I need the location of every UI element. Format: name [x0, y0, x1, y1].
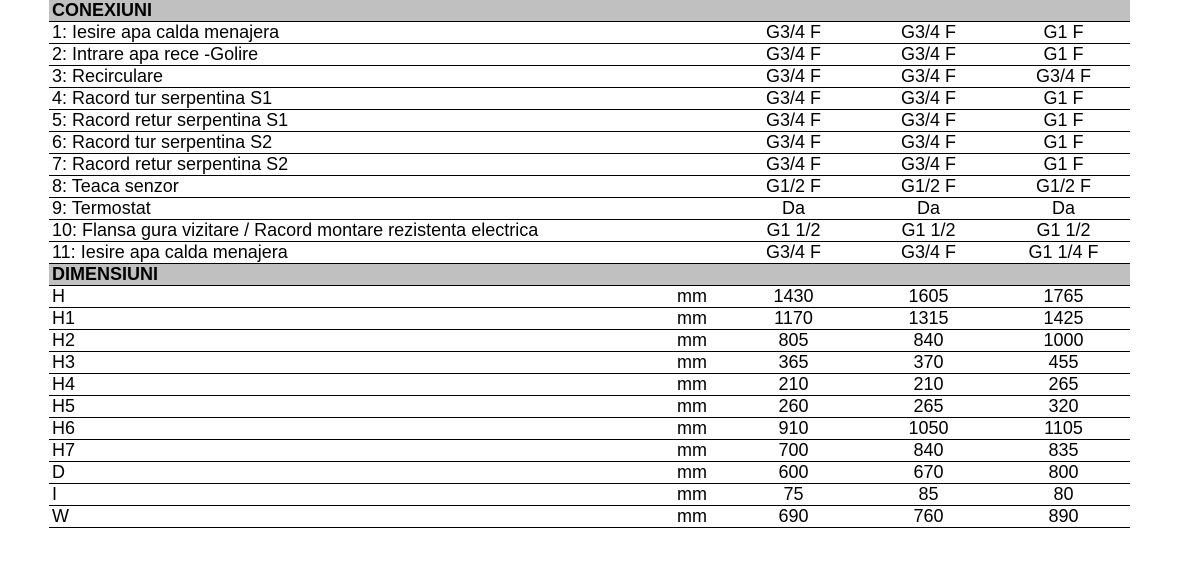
- dimension-value-model-3: 1765: [997, 286, 1130, 308]
- spec-table: [49, 0, 1130, 528]
- dimension-value-model-2: 85: [860, 484, 997, 506]
- connection-value-model-1: G3/4 F: [727, 110, 860, 132]
- connections-row: [49, 132, 1130, 154]
- connection-value-model-1: G3/4 F: [727, 88, 860, 110]
- dimension-unit: mm: [657, 484, 727, 506]
- dimension-label: H7: [49, 440, 657, 462]
- connections-row: [49, 44, 1130, 66]
- dimension-value-model-3: 265: [997, 374, 1130, 396]
- dimension-value-model-3: 890: [997, 506, 1130, 528]
- connections-row: [49, 22, 1130, 44]
- connection-value-model-3: G1/2 F: [997, 176, 1130, 198]
- dimension-value-model-2: 1605: [860, 286, 997, 308]
- connection-value-model-3: G1 F: [997, 154, 1130, 176]
- dimension-value-model-2: 670: [860, 462, 997, 484]
- connection-value-model-3: Da: [997, 198, 1130, 220]
- dimension-value-model-2: 370: [860, 352, 997, 374]
- dimensions-row: [49, 418, 1130, 440]
- dimension-value-model-1: 805: [727, 330, 860, 352]
- connection-value-model-1: G1/2 F: [727, 176, 860, 198]
- dimensions-row: [49, 352, 1130, 374]
- dimension-unit: mm: [657, 330, 727, 352]
- connection-value-model-1: G3/4 F: [727, 44, 860, 66]
- dimension-unit: mm: [657, 352, 727, 374]
- dimension-unit: mm: [657, 374, 727, 396]
- connection-value-model-2: G3/4 F: [860, 22, 997, 44]
- connection-value-model-1: Da: [727, 198, 860, 220]
- connection-value-model-2: G3/4 F: [860, 132, 997, 154]
- connections-row: [49, 198, 1130, 220]
- dimension-unit: mm: [657, 462, 727, 484]
- dimension-value-model-1: 365: [727, 352, 860, 374]
- dimensions-row: [49, 396, 1130, 418]
- dimensions-row: [49, 308, 1130, 330]
- dimensions-row: [49, 484, 1130, 506]
- connection-label: 9: Termostat: [49, 198, 727, 220]
- connection-label: 4: Racord tur serpentina S1: [49, 88, 727, 110]
- connection-value-model-2: G1/2 F: [860, 176, 997, 198]
- connection-label: 3: Recirculare: [49, 66, 727, 88]
- dimension-unit: mm: [657, 506, 727, 528]
- dimension-value-model-1: 210: [727, 374, 860, 396]
- dimension-label: H6: [49, 418, 657, 440]
- connection-value-model-2: G3/4 F: [860, 110, 997, 132]
- dimension-value-model-1: 690: [727, 506, 860, 528]
- connections-row: [49, 242, 1130, 264]
- connection-value-model-1: G3/4 F: [727, 242, 860, 264]
- dimension-label: H: [49, 286, 657, 308]
- dimension-label: D: [49, 462, 657, 484]
- dimension-value-model-1: 1170: [727, 308, 860, 330]
- dimension-value-model-2: 210: [860, 374, 997, 396]
- dimension-value-model-1: 600: [727, 462, 860, 484]
- dimension-value-model-3: 455: [997, 352, 1130, 374]
- connection-label: 2: Intrare apa rece -Golire: [49, 44, 727, 66]
- dimension-value-model-2: 1315: [860, 308, 997, 330]
- connection-value-model-3: G1 1/4 F: [997, 242, 1130, 264]
- connections-row: [49, 176, 1130, 198]
- dimension-value-model-1: 910: [727, 418, 860, 440]
- dimensions-row: [49, 462, 1130, 484]
- dimension-value-model-1: 1430: [727, 286, 860, 308]
- dimension-value-model-3: 1425: [997, 308, 1130, 330]
- dimensions-row: [49, 506, 1130, 528]
- dimension-label: H5: [49, 396, 657, 418]
- dimension-unit: mm: [657, 308, 727, 330]
- dimension-label: H3: [49, 352, 657, 374]
- connections-row: [49, 110, 1130, 132]
- connection-value-model-3: G1 F: [997, 132, 1130, 154]
- connection-value-model-2: G3/4 F: [860, 66, 997, 88]
- connection-label: 8: Teaca senzor: [49, 176, 727, 198]
- connection-value-model-1: G3/4 F: [727, 66, 860, 88]
- connection-value-model-1: G1 1/2: [727, 220, 860, 242]
- connection-value-model-2: G3/4 F: [860, 242, 997, 264]
- connection-value-model-3: G1 F: [997, 22, 1130, 44]
- connection-label: 5: Racord retur serpentina S1: [49, 110, 727, 132]
- connection-value-model-3: G1 F: [997, 44, 1130, 66]
- connection-value-model-2: G3/4 F: [860, 154, 997, 176]
- connection-value-model-3: G3/4 F: [997, 66, 1130, 88]
- dimension-value-model-3: 80: [997, 484, 1130, 506]
- connections-section-header: [49, 0, 1130, 22]
- dimension-value-model-3: 800: [997, 462, 1130, 484]
- dimension-unit: mm: [657, 286, 727, 308]
- dimension-unit: mm: [657, 396, 727, 418]
- dimension-unit: mm: [657, 418, 727, 440]
- dimensions-row: [49, 440, 1130, 462]
- dimension-label: W: [49, 506, 657, 528]
- connection-value-model-2: G3/4 F: [860, 44, 997, 66]
- table-body: [49, 0, 1130, 528]
- connection-value-model-2: G1 1/2: [860, 220, 997, 242]
- connection-value-model-3: G1 1/2: [997, 220, 1130, 242]
- dimension-value-model-3: 1000: [997, 330, 1130, 352]
- connection-label: 11: Iesire apa calda menajera: [49, 242, 727, 264]
- connection-value-model-2: Da: [860, 198, 997, 220]
- dimension-value-model-1: 260: [727, 396, 860, 418]
- connection-value-model-2: G3/4 F: [860, 88, 997, 110]
- dimension-value-model-2: 840: [860, 440, 997, 462]
- dimension-label: H1: [49, 308, 657, 330]
- dimension-value-model-2: 760: [860, 506, 997, 528]
- dimension-label: H4: [49, 374, 657, 396]
- dimension-value-model-3: 835: [997, 440, 1130, 462]
- connections-row: [49, 88, 1130, 110]
- connections-row: [49, 220, 1130, 242]
- dimensions-section-header: [49, 264, 1130, 286]
- connection-label: 1: Iesire apa calda menajera: [49, 22, 727, 44]
- dimensions-row: [49, 374, 1130, 396]
- connection-label: 7: Racord retur serpentina S2: [49, 154, 727, 176]
- dimension-value-model-2: 840: [860, 330, 997, 352]
- dimension-value-model-2: 265: [860, 396, 997, 418]
- connection-label: 6: Racord tur serpentina S2: [49, 132, 727, 154]
- dimension-unit: mm: [657, 440, 727, 462]
- dimension-value-model-2: 1050: [860, 418, 997, 440]
- connection-value-model-3: G1 F: [997, 110, 1130, 132]
- dimension-label: I: [49, 484, 657, 506]
- dimension-label: H2: [49, 330, 657, 352]
- dimensions-row: [49, 286, 1130, 308]
- connections-row: [49, 154, 1130, 176]
- dimensions-section-title: DIMENSIUNI: [49, 264, 1130, 286]
- connections-row: [49, 66, 1130, 88]
- dimension-value-model-1: 700: [727, 440, 860, 462]
- dimension-value-model-3: 1105: [997, 418, 1130, 440]
- connections-section-title: CONEXIUNI: [49, 0, 1130, 22]
- connection-value-model-3: G1 F: [997, 88, 1130, 110]
- connection-label: 10: Flansa gura vizitare / Racord montare rezistenta electrica: [49, 220, 727, 242]
- connection-value-model-1: G3/4 F: [727, 22, 860, 44]
- connection-value-model-1: G3/4 F: [727, 154, 860, 176]
- dimension-value-model-3: 320: [997, 396, 1130, 418]
- dimension-value-model-1: 75: [727, 484, 860, 506]
- connection-value-model-1: G3/4 F: [727, 132, 860, 154]
- dimensions-row: [49, 330, 1130, 352]
